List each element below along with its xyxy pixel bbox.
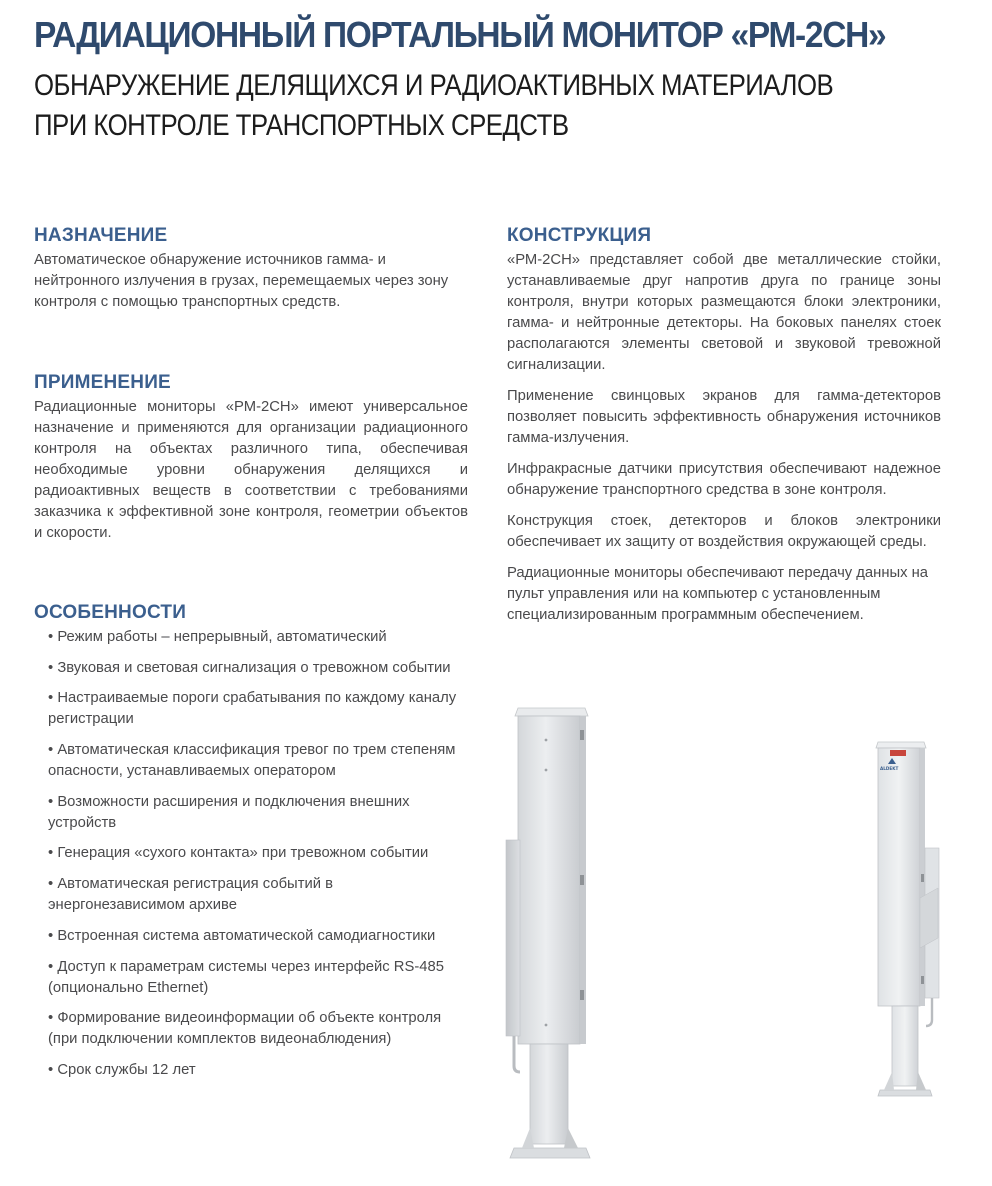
feature-item: • Доступ к параметрам системы через интерфейс RS-485 (опционально Ethernet) (48, 958, 444, 996)
feature-item: • Встроенная система автоматической самодиагностики (48, 927, 436, 944)
bullet: • (48, 958, 54, 975)
monitor-pillar-large-image (490, 700, 620, 1170)
bullet: • (48, 876, 54, 893)
purpose-section (34, 225, 468, 323)
construction-section (507, 225, 941, 636)
feature-item: • Возможности расширения и подключения внешних устройств (48, 793, 410, 831)
construction-heading: КОНСТРУКЦИЯ (507, 225, 652, 246)
bullet: • (48, 690, 54, 707)
subtitle-line-1: ОБНАРУЖЕНИЕ ДЕЛЯЩИХСЯ И РАДИОАКТИВНЫХ МАТЕРИАЛОВ (34, 69, 834, 102)
feature-item: • Автоматическая классификация тревог по трем степеням опасности, устанавливаемых оператором (48, 742, 456, 780)
monitor-pillar-small-image (866, 738, 956, 1100)
page-title: РАДИАЦИОННЫЙ ПОРТАЛЬНЫЙ МОНИТОР «РМ-2СН» (34, 14, 886, 55)
bullet: • (48, 845, 54, 862)
feature-item: • Настраиваемые пороги срабатывания по каждому каналу регистрации (48, 690, 457, 728)
bullet: • (48, 659, 54, 676)
purpose-text: Автоматическое обнаружение источников гамма- и нейтронного излучения в грузах, перемещаемых через зону контроля с помощью транспортных средств. (34, 252, 449, 310)
brand-logo-text: ALDEKT (880, 766, 899, 771)
feature-item: • Генерация «сухого контакта» при тревожном событии (48, 845, 429, 862)
page-subtitle (34, 66, 833, 146)
feature-item: • Формирование видеоинформации об объекте контроля (при подключении комплектов видеонаблюдения) (48, 1010, 442, 1048)
feature-item: • Режим работы – непрерывный, автоматический (48, 629, 387, 645)
application-text: Радиационные мониторы «РМ-2СН» имеют универсальное назначение и применяются для организации радиационного контроля на объектах различного типа, обеспечивая необходимые уровни обнаружения делящихся и радиоактивных веществ в соответствии с требованиями заказчика к эффективной зоне контроля, геометрии объектов и скорости. (34, 399, 468, 541)
features-section (34, 602, 468, 1091)
bullet: • (48, 1010, 54, 1027)
purpose-heading: НАЗНАЧЕНИЕ (34, 225, 168, 246)
construction-paragraph: Конструкция стоек, детекторов и блоков электроники обеспечивает их защиту от воздействия окружающей среды. (507, 513, 941, 550)
bullet: • (48, 742, 54, 759)
bullet: • (48, 629, 54, 645)
feature-item: • Автоматическая регистрация событий в энергонезависимом архиве (48, 876, 333, 914)
construction-paragraph: Применение свинцовых экранов для гамма-детекторов позволяет повысить эффективность обнаружения источников гамма-излучения. (507, 388, 941, 446)
bullet: • (48, 1061, 54, 1078)
construction-paragraph: Радиационные мониторы обеспечивают передачу данных на пульт управления или на компьютер с установленным специализированным программным обеспечением. (507, 565, 929, 623)
feature-item: • Звуковая и световая сигнализация о тревожном событии (48, 659, 451, 676)
construction-paragraph: «РМ-2СН» представляет собой две металлические стойки, устанавливаемые друг напротив друга по границе зоны контроля, внутри которых размещаются блоки электроники, гамма- и нейтронные детекторы. На боковых панелях стоек располагаются элементы световой и звуковой тревожной сигнализации. (507, 252, 941, 373)
subtitle-line-2: ПРИ КОНТРОЛЕ ТРАНСПОРТНЫХ СРЕДСТВ (34, 109, 569, 142)
application-section (34, 372, 468, 554)
features-heading: ОСОБЕННОСТИ (34, 602, 187, 623)
application-heading: ПРИМЕНЕНИЕ (34, 372, 171, 393)
feature-item: • Срок службы 12 лет (48, 1061, 196, 1078)
bullet: • (48, 927, 54, 944)
features-list (34, 627, 468, 1081)
construction-paragraph: Инфракрасные датчики присутствия обеспечивают надежное обнаружение транспортного средства в зоне контроля. (507, 461, 941, 498)
bullet: • (48, 793, 54, 810)
